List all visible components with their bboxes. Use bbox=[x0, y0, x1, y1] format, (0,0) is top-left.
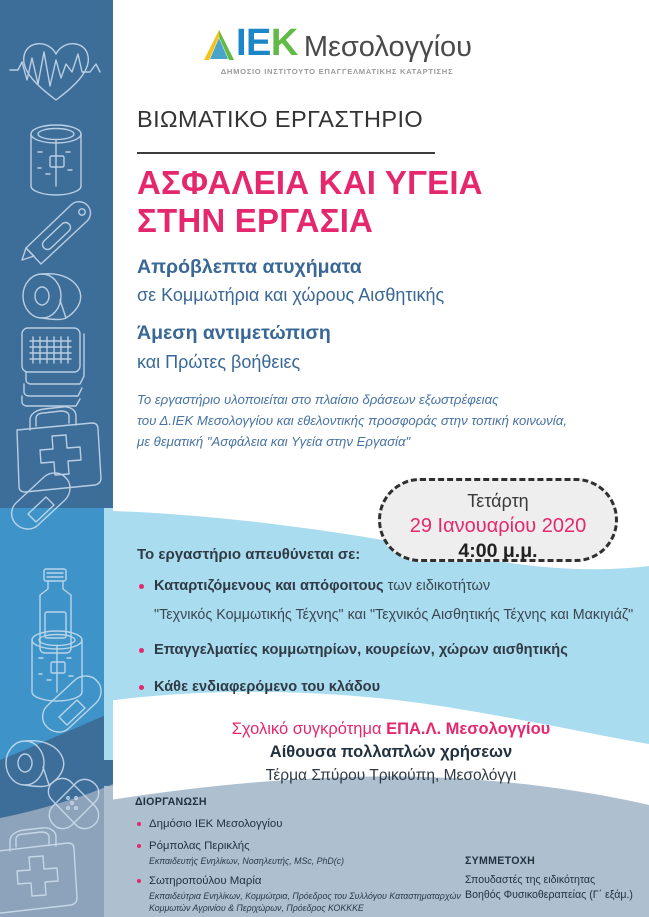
sidebar-artwork bbox=[0, 0, 113, 917]
logo-block bbox=[127, 24, 547, 76]
topic2-detail: και Πρώτες βοήθειες bbox=[137, 352, 301, 372]
audience-heading: Το εργαστήριο απευθύνεται σε: bbox=[137, 546, 361, 563]
topic1-detail: σε Κομμωτήρια και χώρους Αισθητικής bbox=[137, 285, 445, 305]
page-title-line2: ΣΤΗΝ ΕΡΓΑΣΙΑ bbox=[137, 202, 374, 240]
list-item bbox=[137, 577, 645, 597]
list-item bbox=[135, 874, 465, 915]
description-paragraph bbox=[137, 390, 637, 453]
page-title-line1: ΑΣΦΑΛΕΙΑ ΚΑΙ ΥΓΕΙΑ bbox=[137, 164, 483, 201]
participation-line2: Βοηθός Φυσικοθεραπείας (Γ΄ εξάμ.) bbox=[465, 889, 633, 902]
list-item bbox=[137, 641, 645, 661]
audience-item-subline-0: "Τεχνικός Κομμωτικής Τέχνης" και "Τεχνικός Αισθητικής Τέχνης και Μακιγιάζ" bbox=[154, 606, 634, 623]
date-value: 29 Ιανουαρίου 2020 bbox=[409, 515, 587, 538]
logo-tagline: ΔΗΜΟΣΙΟ ΙΝΣΤΙΤΟΥΤΟ ΕΠΑΓΓΕΛΜΑΤΙΚΗΣ ΚΑΤΑΡΤΙΣΗΣ bbox=[220, 67, 454, 76]
kicker-text: ΒΙΩΜΑΤΙΚΟ ΕΡΓΑΣΤΗΡΙΟ bbox=[137, 106, 424, 132]
audience-item-rest-0: των ειδικοτήτων bbox=[383, 578, 491, 594]
venue-school-prefix: Σχολικό συγκρότημα bbox=[231, 720, 387, 738]
venue-school bbox=[137, 718, 645, 741]
audience-item-bold-1: Επαγγελματίες κομμωτηρίων, κουρείων, χώρων αισθητικής bbox=[154, 641, 568, 658]
organizers-heading: ΔΙΟΡΓΑΝΩΣΗ bbox=[135, 796, 207, 808]
organizer-role-1: Εκπαιδευτής Ενηλίκων, Νοσηλευτής, MSc, PhD(c) bbox=[149, 855, 345, 866]
organizer-name-2: Σωτηροπούλου Μαρία bbox=[149, 875, 262, 888]
venue-address: Τέρμα Σπύρου Τρικούπη, Μεσολόγγι bbox=[265, 766, 517, 784]
logo-mark-k: K bbox=[270, 22, 298, 64]
logo-mark-ie: IE bbox=[235, 22, 271, 64]
audience-list bbox=[137, 577, 645, 714]
description-line2: του Δ.ΙΕΚ Μεσολογγίου και εθελοντικής προσφοράς στην τοπική κοινωνία, bbox=[137, 412, 567, 428]
organizers-block bbox=[135, 796, 465, 917]
content-column bbox=[113, 0, 649, 917]
description-line3: με θεματική "Ασφάλεια και Υγεία στην Εργασία" bbox=[137, 433, 411, 449]
audience-item-bold-0: Καταρτιζόμενους και απόφοιτους bbox=[154, 578, 384, 594]
venue-school-name: ΕΠΑ.Λ. Μεσολογγίου bbox=[386, 720, 551, 738]
decorative-icon-sidebar bbox=[0, 0, 113, 917]
venue-block bbox=[137, 718, 645, 787]
audience-item-bold-2: Κάθε ενδιαφερόμενο του κλάδου bbox=[154, 678, 381, 695]
list-item bbox=[137, 678, 645, 698]
description-line1: Το εργαστήριο υλοποιείται στο πλαίσιο δράσεων εξωστρέφειας bbox=[137, 392, 499, 407]
delta-triangle-icon bbox=[202, 26, 236, 62]
page-title bbox=[137, 164, 483, 241]
organizer-role-2: Εκπαιδεύτρια Ενηλίκων, Κομμώτρια, Πρόεδρος του Συλλόγου Καταστηματαρχών Κομμωτών Αγρινίου & Περιχώρων, Πρόεδρος ΚΟΚΚΚΕ bbox=[149, 890, 461, 914]
date-badge bbox=[378, 478, 618, 562]
organizer-name-1: Ρόμπολας Περικλής bbox=[149, 839, 250, 852]
participation-heading: ΣΥΜΜΕΤΟΧΗ bbox=[465, 855, 536, 867]
list-item bbox=[135, 817, 465, 832]
logo-row bbox=[127, 24, 547, 62]
participation-block bbox=[465, 855, 649, 903]
date-weekday: Τετάρτη bbox=[467, 491, 529, 511]
logo-word: Μεσολογγίου bbox=[303, 31, 473, 63]
title-divider bbox=[137, 152, 435, 154]
topic2-heading: Άμεση αντιμετώπιση bbox=[137, 322, 331, 344]
topic1-heading: Απρόβλεπτα ατυχήματα bbox=[137, 256, 362, 278]
list-item bbox=[135, 839, 465, 867]
venue-room: Αίθουσα πολλαπλών χρήσεων bbox=[269, 743, 513, 762]
participation-line1: Σπουδαστές της ειδικότητας bbox=[465, 874, 596, 886]
organizer-name-0: Δημόσιο ΙΕΚ Μεσολογγίου bbox=[149, 818, 283, 830]
logo-mark bbox=[236, 24, 298, 62]
date-time: 4:00 μ.μ. bbox=[458, 540, 538, 563]
